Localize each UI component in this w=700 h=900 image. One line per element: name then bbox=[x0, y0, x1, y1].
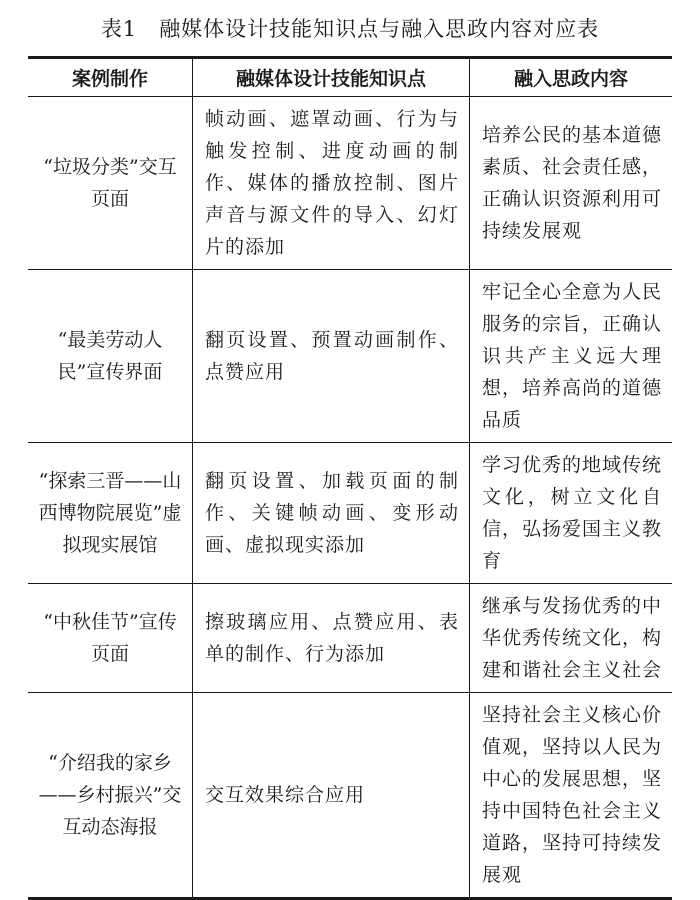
header-row bbox=[28, 58, 672, 97]
content-cell: 学习优秀的地域传统文化，树立文化自信，弘扬爱国主义教育 bbox=[470, 443, 673, 584]
content-cell: 继承与发扬优秀的中华优秀传统文化，构建和谐社会主义社会 bbox=[470, 584, 673, 693]
skills-cell: 翻页设置、预置动画制作、点赞应用 bbox=[193, 270, 470, 443]
skills-cell: 擦玻璃应用、点赞应用、表单的制作、行为添加 bbox=[193, 584, 470, 693]
table-row bbox=[28, 443, 672, 584]
table-caption bbox=[0, 0, 700, 56]
skills-cell: 帧动画、遮罩动画、行为与触发控制、进度动画的制作、媒体的播放控制、图片声音与源文件的导入、幻灯片的添加 bbox=[193, 97, 470, 270]
table-row bbox=[28, 584, 672, 693]
content-cell: 牢记全心全意为人民服务的宗旨，正确认识共产主义远大理想，培养高尚的道德品质 bbox=[470, 270, 673, 443]
mapping-table bbox=[28, 56, 672, 900]
header-skills: 融媒体设计技能知识点 bbox=[193, 58, 470, 97]
case-cell: “最美劳动人民”宣传界面 bbox=[28, 270, 193, 443]
table-row bbox=[28, 97, 672, 270]
skills-cell: 交互效果综合应用 bbox=[193, 693, 470, 899]
header-content: 融入思政内容 bbox=[470, 58, 673, 97]
case-cell: “中秋佳节”宣传页面 bbox=[28, 584, 193, 693]
content-cell: 培养公民的基本道德素质、社会责任感，正确认识资源利用可持续发展观 bbox=[470, 97, 673, 270]
header-case: 案例制作 bbox=[28, 58, 193, 97]
table-row bbox=[28, 693, 672, 899]
case-cell: “探索三晋——山西博物院展览”虚拟现实展馆 bbox=[28, 443, 193, 584]
case-cell: “垃圾分类”交互页面 bbox=[28, 97, 193, 270]
table-number: 表1 bbox=[100, 17, 138, 41]
table-row bbox=[28, 270, 672, 443]
content-cell: 坚持社会主义核心价值观，坚持以人民为中心的发展思想，坚持中国特色社会主义道路，坚持可持续发展观 bbox=[470, 693, 673, 899]
table-title: 融媒体设计技能知识点与融入思政内容对应表 bbox=[159, 17, 600, 41]
skills-cell: 翻页设置、加载页面的制作、关键帧动画、变形动画、虚拟现实添加 bbox=[193, 443, 470, 584]
case-cell: “介绍我的家乡——乡村振兴”交互动态海报 bbox=[28, 693, 193, 899]
